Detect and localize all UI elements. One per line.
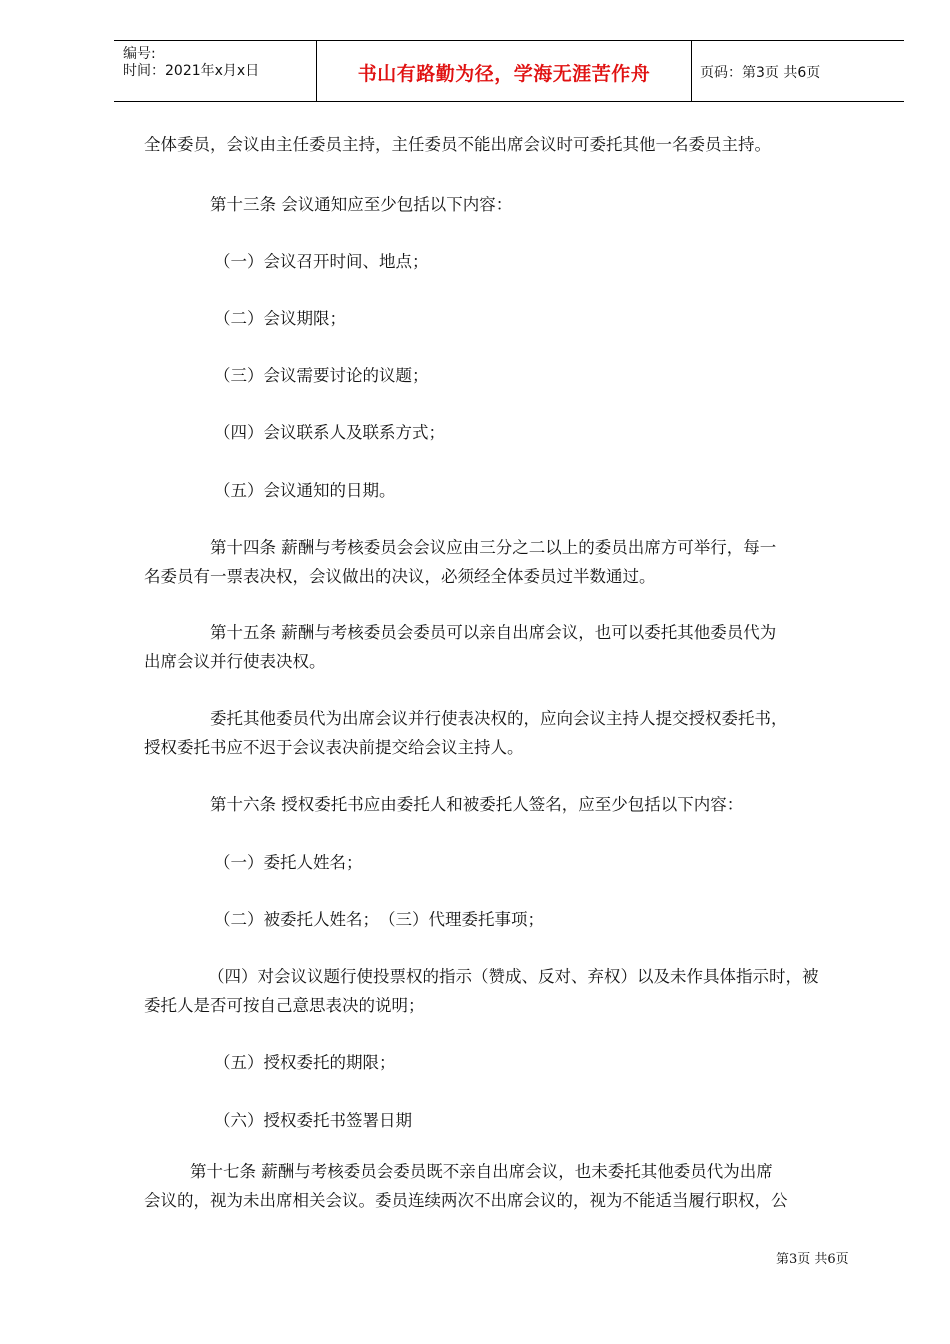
list-item: （六）授权委托书签署日期 — [214, 1111, 412, 1130]
article-16-heading: 第十六条 授权委托书应由委托人和被委托人签名，应至少包括以下内容： — [210, 795, 744, 814]
article-15-line-2: 出席会议并行使表决权。 — [144, 652, 326, 671]
list-item: （五）授权委托的期限； — [214, 1053, 396, 1072]
article-17-line-1: 第十七条 薪酬与考核委员会委员既不亲自出席会议，也未委托其他委员代为出席 — [190, 1162, 773, 1181]
list-item: （四）会议联系人及联系方式； — [214, 423, 445, 442]
list-item-line-1: （四）对会议议题行使投票权的指示（赞成、反对、弃权）以及未作具体指示时，被 — [208, 967, 819, 986]
document-time-label: 时间：2021年x月x日 — [123, 63, 260, 79]
proxy-paragraph-line-2: 授权委托书应不迟于会议表决前提交给会议主持人。 — [144, 738, 524, 757]
header-page-cell — [691, 41, 904, 101]
header-meta — [114, 41, 316, 101]
article-17-line-2: 会议的，视为未出席相关会议。委员连续两次不出席会议的，视为不能适当履行职权，公 — [144, 1191, 788, 1210]
proxy-paragraph-line-1: 委托其他委员代为出席会议并行使表决权的，应向会议主持人提交授权委托书， — [210, 709, 788, 728]
list-item-line-2: 委托人是否可按自己意思表决的说明； — [144, 996, 425, 1015]
list-item: （五）会议通知的日期。 — [214, 481, 396, 500]
document-number-label: 编号: — [123, 46, 156, 62]
list-item: （二）被委托人姓名； （三）代理委托事项； — [214, 910, 544, 929]
list-item: （二）会议期限； — [214, 309, 346, 328]
page-header — [114, 40, 904, 102]
page-footer: 第3页 共6页 — [776, 1252, 849, 1267]
article-15-line-1: 第十五条 薪酬与考核委员会委员可以亲自出席会议，也可以委托其他委员代为 — [210, 623, 777, 642]
list-item: （一）会议召开时间、地点； — [214, 252, 429, 271]
article-14-line-1: 第十四条 薪酬与考核委员会会议应由三分之二以上的委员出席方可举行，每一 — [210, 538, 777, 557]
list-item: （三）会议需要讨论的议题； — [214, 366, 429, 385]
header-page-code: 页码：第3页 共6页 — [700, 65, 821, 81]
article-13-heading: 第十三条 会议通知应至少包括以下内容： — [210, 195, 513, 214]
header-motto-cell — [316, 41, 692, 101]
header-motto: 书山有路勤为径，学海无涯苦作舟 — [357, 63, 651, 85]
article-14-line-2: 名委员有一票表决权，会议做出的决议，必须经全体委员过半数通过。 — [144, 567, 656, 586]
paragraph-line: 全体委员，会议由主任委员主持，主任委员不能出席会议时可委托其他一名委员主持。 — [144, 135, 771, 154]
list-item: （一）委托人姓名； — [214, 853, 363, 872]
